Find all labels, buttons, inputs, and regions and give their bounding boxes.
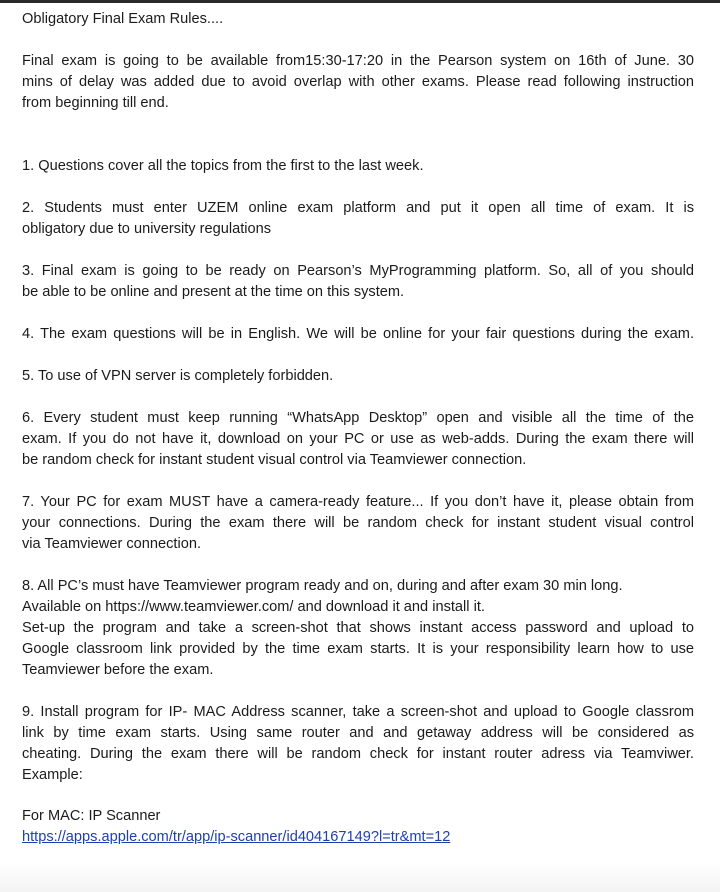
rule-9: cheating. During the exam there will be random check for instant router adress via Teamviwer. xyxy=(22,746,694,762)
intro-line: from beginning till end. xyxy=(22,95,169,111)
rule-7: via Teamviewer connection. xyxy=(22,536,202,552)
rule-8: Teamviewer before the exam. xyxy=(22,662,214,678)
rule-1: 1. Questions cover all the topics from the first to the last week. xyxy=(22,158,424,174)
rule-5: 5. To use of VPN server is completely forbidden. xyxy=(22,368,334,384)
rule-9: link by time exam starts. Using same router and and getaway address will be considered as xyxy=(22,725,694,741)
rule-8: Available on https://www.teamviewer.com/ and download it and install it. xyxy=(22,599,485,615)
rule-2: obligatory due to university regulations xyxy=(22,221,272,237)
intro-line: mins of delay was added due to avoid overlap with other exams. Please read following instruction xyxy=(22,74,694,90)
rule-7: your connections. During the exam there will be random check for instant student visual control xyxy=(22,515,694,531)
mac-scanner-link[interactable]: https://apps.apple.com/tr/app/ip-scanner/id404167149?l=tr&mt=12 xyxy=(22,829,451,845)
rule-9: 9. Install program for IP- MAC Address scanner, take a screen-shot and upload to Google classrom xyxy=(22,704,694,720)
top-border xyxy=(0,0,720,3)
rule-9: Example: xyxy=(22,767,83,783)
rule-8: Set-up the program and take a screen-shot that shows instant access password and upload to xyxy=(22,620,694,636)
rule-8: Google classroom link provided by the time exam starts. It is your responsibility learn how to use xyxy=(22,641,694,657)
rule-2: 2. Students must enter UZEM online exam platform and put it open all time of exam. It is xyxy=(22,200,694,216)
rule-6: be random check for instant student visual control via Teamviewer connection. xyxy=(22,452,527,468)
rule-7: 7. Your PC for exam MUST have a camera-ready feature... If you don’t have it, please obtain from xyxy=(22,494,694,510)
rule-3: be able to be online and present at the time on this system. xyxy=(22,284,405,300)
rule-3: 3. Final exam is going to be ready on Pearson’s MyProgramming platform. So, all of you should xyxy=(22,263,694,279)
page-bottom-shade xyxy=(0,862,720,892)
mac-scanner-label: For MAC: IP Scanner xyxy=(22,808,161,824)
intro-line: Final exam is going to be available from15:30-17:20 in the Pearson system on 16th of June. 30 xyxy=(22,53,694,69)
rule-6: 6. Every student must keep running “WhatsApp Desktop” open and visible all the time of the xyxy=(22,410,694,426)
rule-8: 8. All PC’s must have Teamviewer program ready and on, during and after exam 30 min long. xyxy=(22,578,623,594)
rule-4: 4. The exam questions will be in English. We will be online for your fair questions during the exam. xyxy=(22,326,694,342)
rule-6: exam. If you do not have it, download on your PC or use as web-adds. During the exam there will xyxy=(22,431,694,447)
document-title: Obligatory Final Exam Rules.... xyxy=(22,11,224,27)
